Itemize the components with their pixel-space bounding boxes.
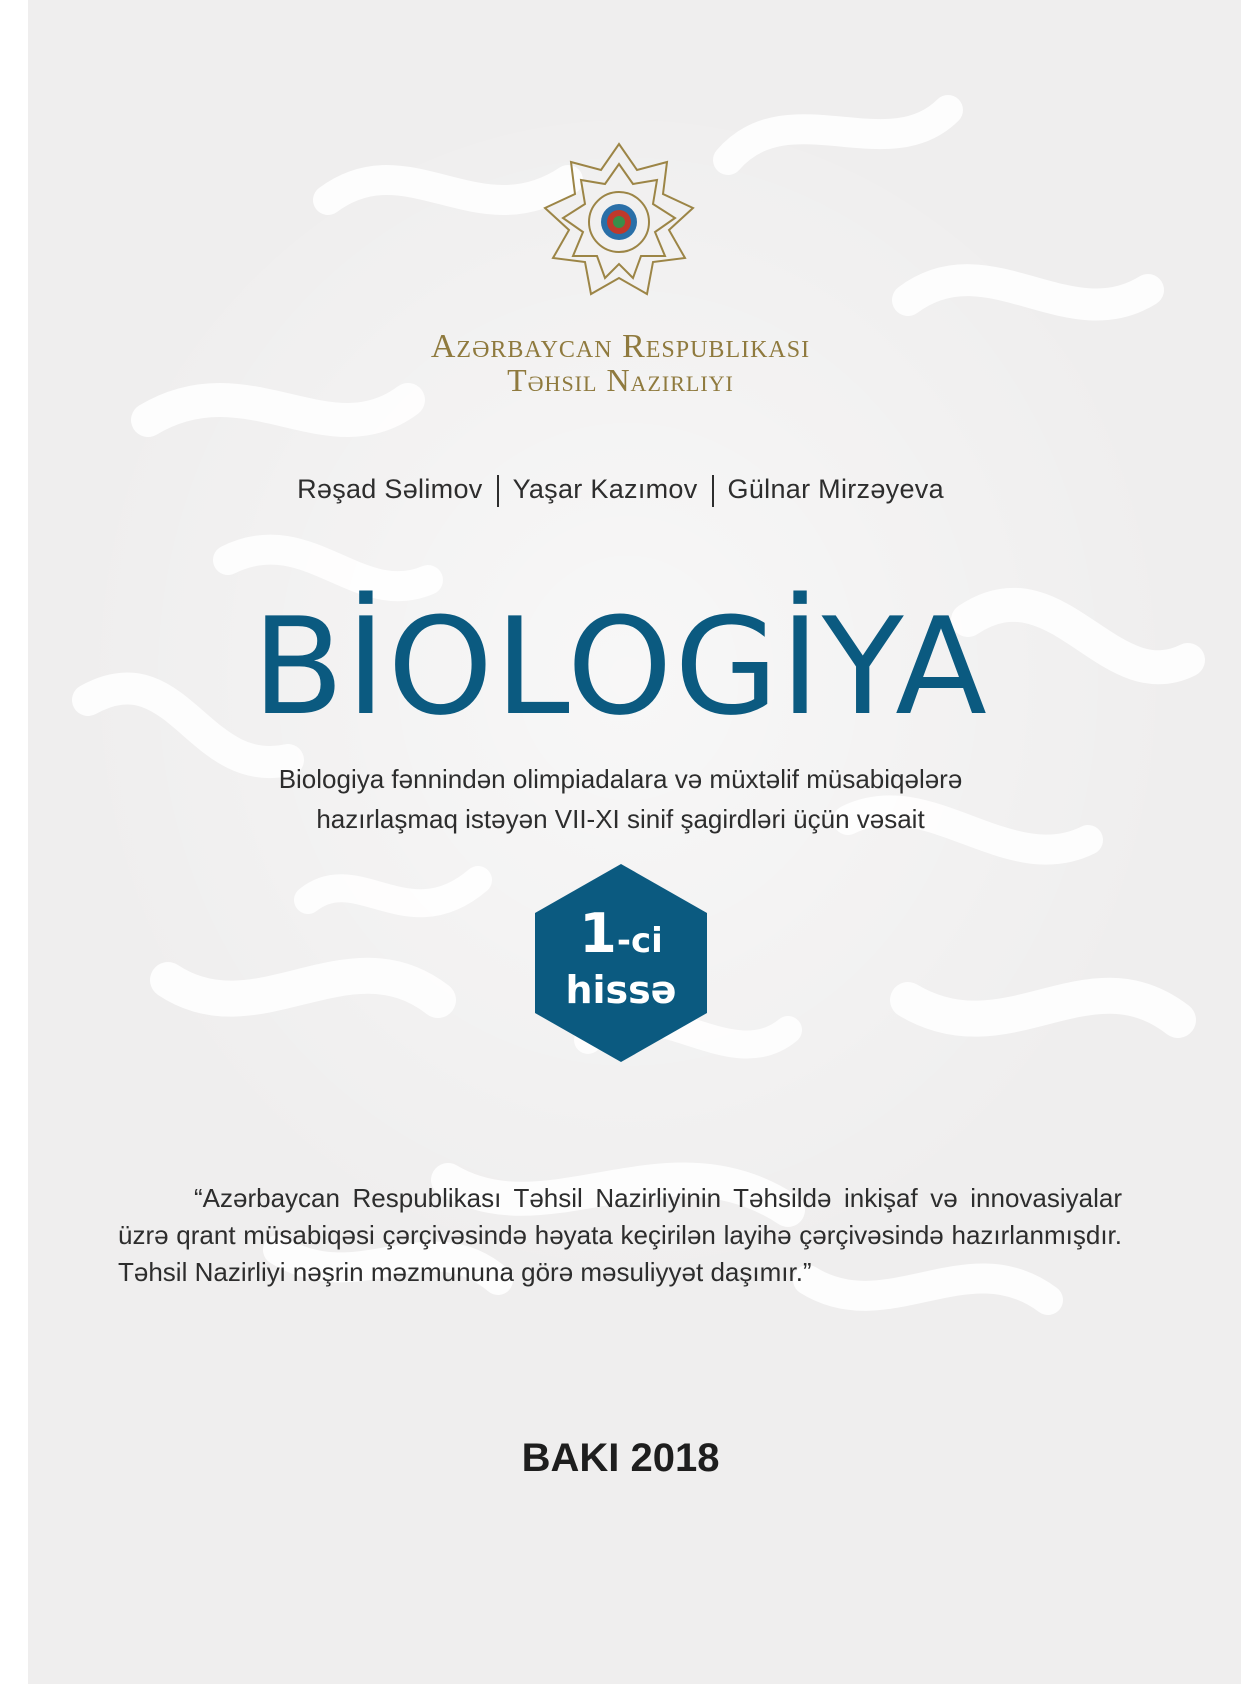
author-3: Gülnar Mirzəyeva [727, 474, 944, 504]
disclaimer-note: “Azərbaycan Respublikası Təhsil Nazirliyinin Təhsildə inkişaf və innovasiyalar üzrə qrant müsabiqəsi çərçivəsində həyata keçirilən layihə çərçivəsində hazırlanmışdır. Təhsil Nazirliyi nəşrin məzmununa görə məsuliyyət daşımır.” [118, 1183, 1122, 1287]
cover-page [28, 0, 1241, 1684]
ministry-name-line1: Azərbaycan Respublikası [430, 328, 811, 365]
authors-list [28, 474, 1241, 507]
part-number-suffix: -ci [616, 921, 663, 961]
author-separator [497, 475, 499, 507]
part-badge [535, 864, 707, 1062]
ministry-emblem-logo [533, 140, 705, 312]
book-title: BİOLOGİYA [252, 589, 989, 745]
subtitle-line2: hazırlaşmaq istəyən VII-XI sinif şagirdləri üçün vəsait [316, 804, 925, 834]
part-number-digit: 1 [579, 902, 617, 965]
author-1: Rəşad Səlimov [297, 474, 483, 504]
author-separator [712, 475, 714, 507]
part-number [535, 902, 707, 965]
subtitle-line1: Biologiya fənnindən olimpiadalara və müxtəlif müsabiqələrə [278, 764, 963, 794]
author-2: Yaşar Kazımov [512, 474, 698, 504]
part-label: hissə [565, 968, 677, 1012]
ministry-name-line2: Təhsil Nazirliyi [507, 362, 734, 398]
publication-place-year: BAKI 2018 [521, 1436, 720, 1480]
